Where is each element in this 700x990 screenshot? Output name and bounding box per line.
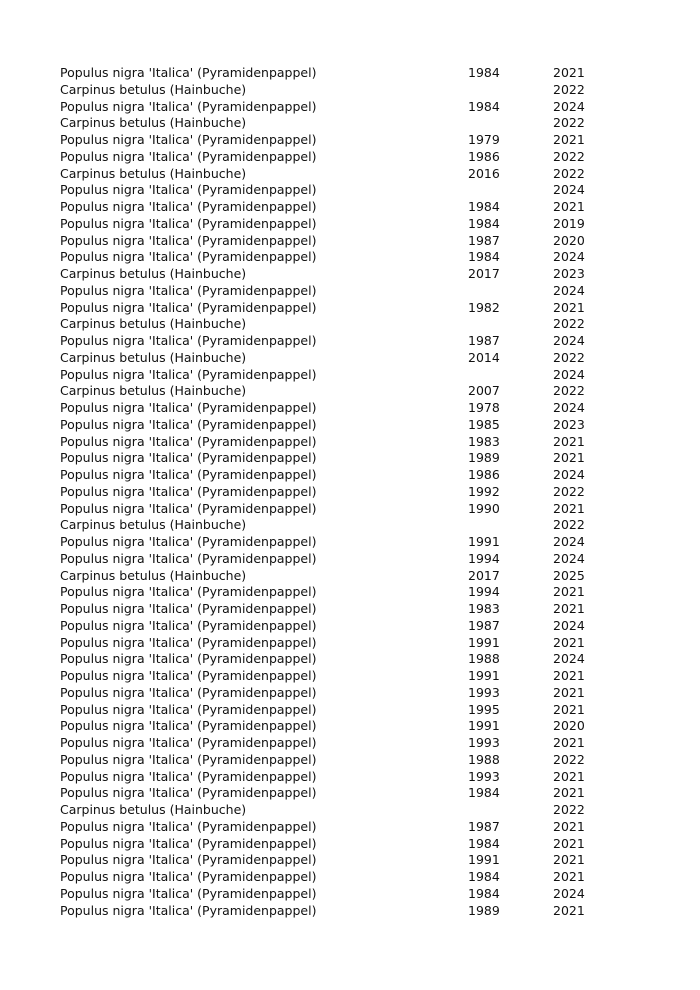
table-row	[60, 333, 620, 350]
year-cell-1: 1986	[468, 467, 500, 482]
species-cell: Populus nigra 'Italica' (Pyramidenpappel)	[60, 735, 317, 750]
year-cell-1: 2017	[468, 567, 500, 583]
year-cell-1: 1984	[468, 199, 500, 214]
tree-table	[60, 65, 620, 919]
year-cell-1: 1988	[468, 751, 500, 767]
table-row	[60, 367, 620, 384]
species-cell: Populus nigra 'Italica' (Pyramidenpappel)	[60, 232, 317, 248]
year-cell-1: 1987	[468, 617, 500, 633]
year-cell-1: 1983	[468, 433, 500, 449]
species-cell: Populus nigra 'Italica' (Pyramidenpappel)	[60, 651, 317, 667]
year-cell-1: 1987	[468, 818, 500, 834]
table-row	[60, 434, 620, 451]
species-cell: Populus nigra 'Italica' (Pyramidenpappel)	[60, 182, 317, 198]
species-cell: Populus nigra 'Italica' (Pyramidenpappel)	[60, 617, 317, 633]
species-cell: Populus nigra 'Italica' (Pyramidenpappel)	[60, 684, 317, 700]
table-row	[60, 350, 620, 367]
table-row	[60, 836, 620, 853]
species-cell: Populus nigra 'Italica' (Pyramidenpappel)	[60, 282, 317, 298]
year-cell-2: 2022	[553, 383, 585, 399]
year-cell-2: 2024	[553, 182, 585, 198]
year-cell-1: 1993	[468, 768, 500, 784]
table-row	[60, 568, 620, 585]
species-cell: Populus nigra 'Italica' (Pyramidenpappel)	[60, 400, 317, 415]
species-cell: Populus nigra 'Italica' (Pyramidenpappel)	[60, 852, 317, 868]
species-cell: Populus nigra 'Italica' (Pyramidenpappel)	[60, 299, 317, 315]
year-cell-2: 2020	[553, 718, 585, 734]
table-row	[60, 132, 620, 149]
species-cell: Populus nigra 'Italica' (Pyramidenpappel)	[60, 65, 317, 80]
table-row	[60, 685, 620, 702]
table-row	[60, 115, 620, 132]
table-row	[60, 149, 620, 166]
year-cell-2: 2021	[553, 902, 585, 918]
year-cell-1: 1984	[468, 785, 500, 801]
year-cell-1: 1993	[468, 684, 500, 700]
year-cell-1: 1984	[468, 835, 500, 851]
table-row	[60, 601, 620, 618]
year-cell-2: 2024	[553, 617, 585, 633]
species-cell: Populus nigra 'Italica' (Pyramidenpappel)	[60, 333, 317, 348]
year-cell-1: 1985	[468, 416, 500, 432]
table-row	[60, 718, 620, 735]
year-cell-1: 1984	[468, 98, 500, 114]
table-row	[60, 735, 620, 752]
year-cell-1: 1991	[468, 668, 500, 683]
species-cell: Carpinus betulus (Hainbuche)	[60, 165, 247, 181]
species-cell: Populus nigra 'Italica' (Pyramidenpappel)	[60, 668, 317, 683]
year-cell-2: 2021	[553, 500, 585, 516]
species-cell: Populus nigra 'Italica' (Pyramidenpappel)	[60, 416, 317, 432]
year-cell-2: 2022	[553, 81, 585, 97]
year-cell-2: 2021	[553, 199, 585, 214]
year-cell-2: 2021	[553, 65, 585, 80]
species-cell: Populus nigra 'Italica' (Pyramidenpappel)	[60, 550, 317, 566]
species-cell: Populus nigra 'Italica' (Pyramidenpappel)	[60, 450, 317, 466]
year-cell-1: 1989	[468, 902, 500, 918]
year-cell-2: 2024	[553, 534, 585, 549]
species-cell: Populus nigra 'Italica' (Pyramidenpappel)	[60, 584, 317, 600]
year-cell-2: 2024	[553, 467, 585, 482]
table-row	[60, 99, 620, 116]
year-cell-1: 1984	[468, 249, 500, 265]
year-cell-1: 1982	[468, 299, 500, 315]
year-cell-2: 2023	[553, 416, 585, 432]
table-row	[60, 852, 620, 869]
year-cell-1: 1989	[468, 450, 500, 466]
species-cell: Populus nigra 'Italica' (Pyramidenpappel)	[60, 869, 317, 884]
species-cell: Carpinus betulus (Hainbuche)	[60, 517, 247, 533]
table-row	[60, 450, 620, 467]
year-cell-2: 2021	[553, 852, 585, 868]
year-cell-2: 2022	[553, 115, 585, 131]
year-cell-2: 2022	[553, 517, 585, 533]
year-cell-2: 2019	[553, 215, 585, 231]
species-cell: Carpinus betulus (Hainbuche)	[60, 266, 247, 281]
year-cell-1: 1987	[468, 333, 500, 348]
species-cell: Populus nigra 'Italica' (Pyramidenpappel)	[60, 98, 317, 114]
species-cell: Populus nigra 'Italica' (Pyramidenpappel)	[60, 818, 317, 834]
year-cell-1: 1992	[468, 483, 500, 499]
species-cell: Populus nigra 'Italica' (Pyramidenpappel)	[60, 768, 317, 784]
year-cell-1: 1990	[468, 500, 500, 516]
table-row	[60, 467, 620, 484]
species-cell: Carpinus betulus (Hainbuche)	[60, 115, 247, 131]
year-cell-1: 2007	[468, 383, 500, 399]
year-cell-1: 1986	[468, 148, 500, 164]
year-cell-1: 1994	[468, 584, 500, 600]
table-row	[60, 417, 620, 434]
year-cell-2: 2021	[553, 299, 585, 315]
year-cell-1: 2017	[468, 266, 500, 281]
species-cell: Populus nigra 'Italica' (Pyramidenpappel)	[60, 785, 317, 801]
species-cell: Populus nigra 'Italica' (Pyramidenpappel)	[60, 718, 317, 734]
year-cell-2: 2021	[553, 701, 585, 717]
species-cell: Carpinus betulus (Hainbuche)	[60, 316, 247, 332]
year-cell-2: 2022	[553, 349, 585, 365]
table-row	[60, 316, 620, 333]
table-row	[60, 618, 620, 635]
species-cell: Populus nigra 'Italica' (Pyramidenpappel)	[60, 132, 317, 147]
year-cell-2: 2022	[553, 751, 585, 767]
species-cell: Carpinus betulus (Hainbuche)	[60, 349, 247, 365]
table-row	[60, 903, 620, 920]
year-cell-2: 2022	[553, 483, 585, 499]
table-row	[60, 82, 620, 99]
species-cell: Populus nigra 'Italica' (Pyramidenpappel)	[60, 483, 317, 499]
table-row	[60, 802, 620, 819]
year-cell-2: 2024	[553, 651, 585, 667]
year-cell-2: 2021	[553, 634, 585, 650]
species-cell: Populus nigra 'Italica' (Pyramidenpappel)	[60, 751, 317, 767]
table-row	[60, 484, 620, 501]
year-cell-2: 2021	[553, 132, 585, 147]
species-cell: Populus nigra 'Italica' (Pyramidenpappel)	[60, 634, 317, 650]
species-cell: Populus nigra 'Italica' (Pyramidenpappel)	[60, 601, 317, 616]
species-cell: Carpinus betulus (Hainbuche)	[60, 383, 247, 399]
species-cell: Populus nigra 'Italica' (Pyramidenpappel)	[60, 500, 317, 516]
year-cell-2: 2024	[553, 550, 585, 566]
year-cell-1: 1991	[468, 534, 500, 549]
year-cell-2: 2021	[553, 584, 585, 600]
year-cell-1: 1991	[468, 634, 500, 650]
year-cell-1: 1984	[468, 65, 500, 80]
year-cell-1: 1984	[468, 215, 500, 231]
year-cell-1: 1978	[468, 400, 500, 415]
year-cell-2: 2022	[553, 165, 585, 181]
table-row	[60, 400, 620, 417]
table-row	[60, 266, 620, 283]
table-row	[60, 233, 620, 250]
table-row	[60, 785, 620, 802]
species-cell: Populus nigra 'Italica' (Pyramidenpappel)	[60, 534, 317, 549]
table-row	[60, 886, 620, 903]
table-row	[60, 182, 620, 199]
species-cell: Carpinus betulus (Hainbuche)	[60, 567, 247, 583]
year-cell-2: 2024	[553, 98, 585, 114]
year-cell-1: 1995	[468, 701, 500, 717]
species-cell: Populus nigra 'Italica' (Pyramidenpappel)	[60, 249, 317, 265]
species-cell: Populus nigra 'Italica' (Pyramidenpappel)	[60, 902, 317, 918]
table-row	[60, 199, 620, 216]
species-cell: Carpinus betulus (Hainbuche)	[60, 802, 247, 817]
species-cell: Carpinus betulus (Hainbuche)	[60, 81, 247, 97]
table-row	[60, 668, 620, 685]
year-cell-2: 2024	[553, 885, 585, 901]
table-row	[60, 517, 620, 534]
year-cell-2: 2022	[553, 148, 585, 164]
year-cell-1: 2016	[468, 165, 500, 181]
year-cell-1: 1983	[468, 601, 500, 616]
table-row	[60, 769, 620, 786]
table-row	[60, 635, 620, 652]
year-cell-2: 2021	[553, 684, 585, 700]
year-cell-2: 2024	[553, 249, 585, 265]
table-row	[60, 300, 620, 317]
table-row	[60, 869, 620, 886]
year-cell-1: 1979	[468, 132, 500, 147]
year-cell-2: 2021	[553, 785, 585, 801]
species-cell: Populus nigra 'Italica' (Pyramidenpappel)	[60, 467, 317, 482]
species-cell: Populus nigra 'Italica' (Pyramidenpappel)	[60, 215, 317, 231]
species-cell: Populus nigra 'Italica' (Pyramidenpappel)	[60, 835, 317, 851]
year-cell-2: 2021	[553, 835, 585, 851]
species-cell: Populus nigra 'Italica' (Pyramidenpappel)	[60, 366, 317, 382]
table-row	[60, 216, 620, 233]
table-row	[60, 702, 620, 719]
year-cell-1: 1987	[468, 232, 500, 248]
table-row	[60, 551, 620, 568]
table-row	[60, 249, 620, 266]
year-cell-2: 2021	[553, 601, 585, 616]
year-cell-1: 2014	[468, 349, 500, 365]
year-cell-2: 2024	[553, 400, 585, 415]
year-cell-1: 1984	[468, 869, 500, 884]
species-cell: Populus nigra 'Italica' (Pyramidenpappel)	[60, 148, 317, 164]
species-cell: Populus nigra 'Italica' (Pyramidenpappel)	[60, 701, 317, 717]
year-cell-1: 1984	[468, 885, 500, 901]
table-row	[60, 283, 620, 300]
species-cell: Populus nigra 'Italica' (Pyramidenpappel)	[60, 199, 317, 214]
year-cell-2: 2024	[553, 333, 585, 348]
year-cell-2: 2023	[553, 266, 585, 281]
species-cell: Populus nigra 'Italica' (Pyramidenpappel)	[60, 885, 317, 901]
year-cell-2: 2021	[553, 450, 585, 466]
year-cell-1: 1988	[468, 651, 500, 667]
year-cell-2: 2021	[553, 869, 585, 884]
year-cell-2: 2020	[553, 232, 585, 248]
year-cell-2: 2021	[553, 735, 585, 750]
species-cell: Populus nigra 'Italica' (Pyramidenpappel)	[60, 433, 317, 449]
year-cell-2: 2022	[553, 802, 585, 817]
table-row	[60, 166, 620, 183]
year-cell-2: 2021	[553, 768, 585, 784]
table-row	[60, 501, 620, 518]
year-cell-2: 2022	[553, 316, 585, 332]
year-cell-2: 2025	[553, 567, 585, 583]
year-cell-1: 1991	[468, 718, 500, 734]
table-row	[60, 65, 620, 82]
year-cell-2: 2021	[553, 818, 585, 834]
table-row	[60, 584, 620, 601]
table-row	[60, 819, 620, 836]
year-cell-2: 2024	[553, 366, 585, 382]
table-row	[60, 383, 620, 400]
year-cell-1: 1991	[468, 852, 500, 868]
year-cell-1: 1993	[468, 735, 500, 750]
table-row	[60, 534, 620, 551]
year-cell-2: 2021	[553, 433, 585, 449]
year-cell-2: 2024	[553, 282, 585, 298]
table-row	[60, 752, 620, 769]
year-cell-2: 2021	[553, 668, 585, 683]
year-cell-1: 1994	[468, 550, 500, 566]
table-row	[60, 651, 620, 668]
